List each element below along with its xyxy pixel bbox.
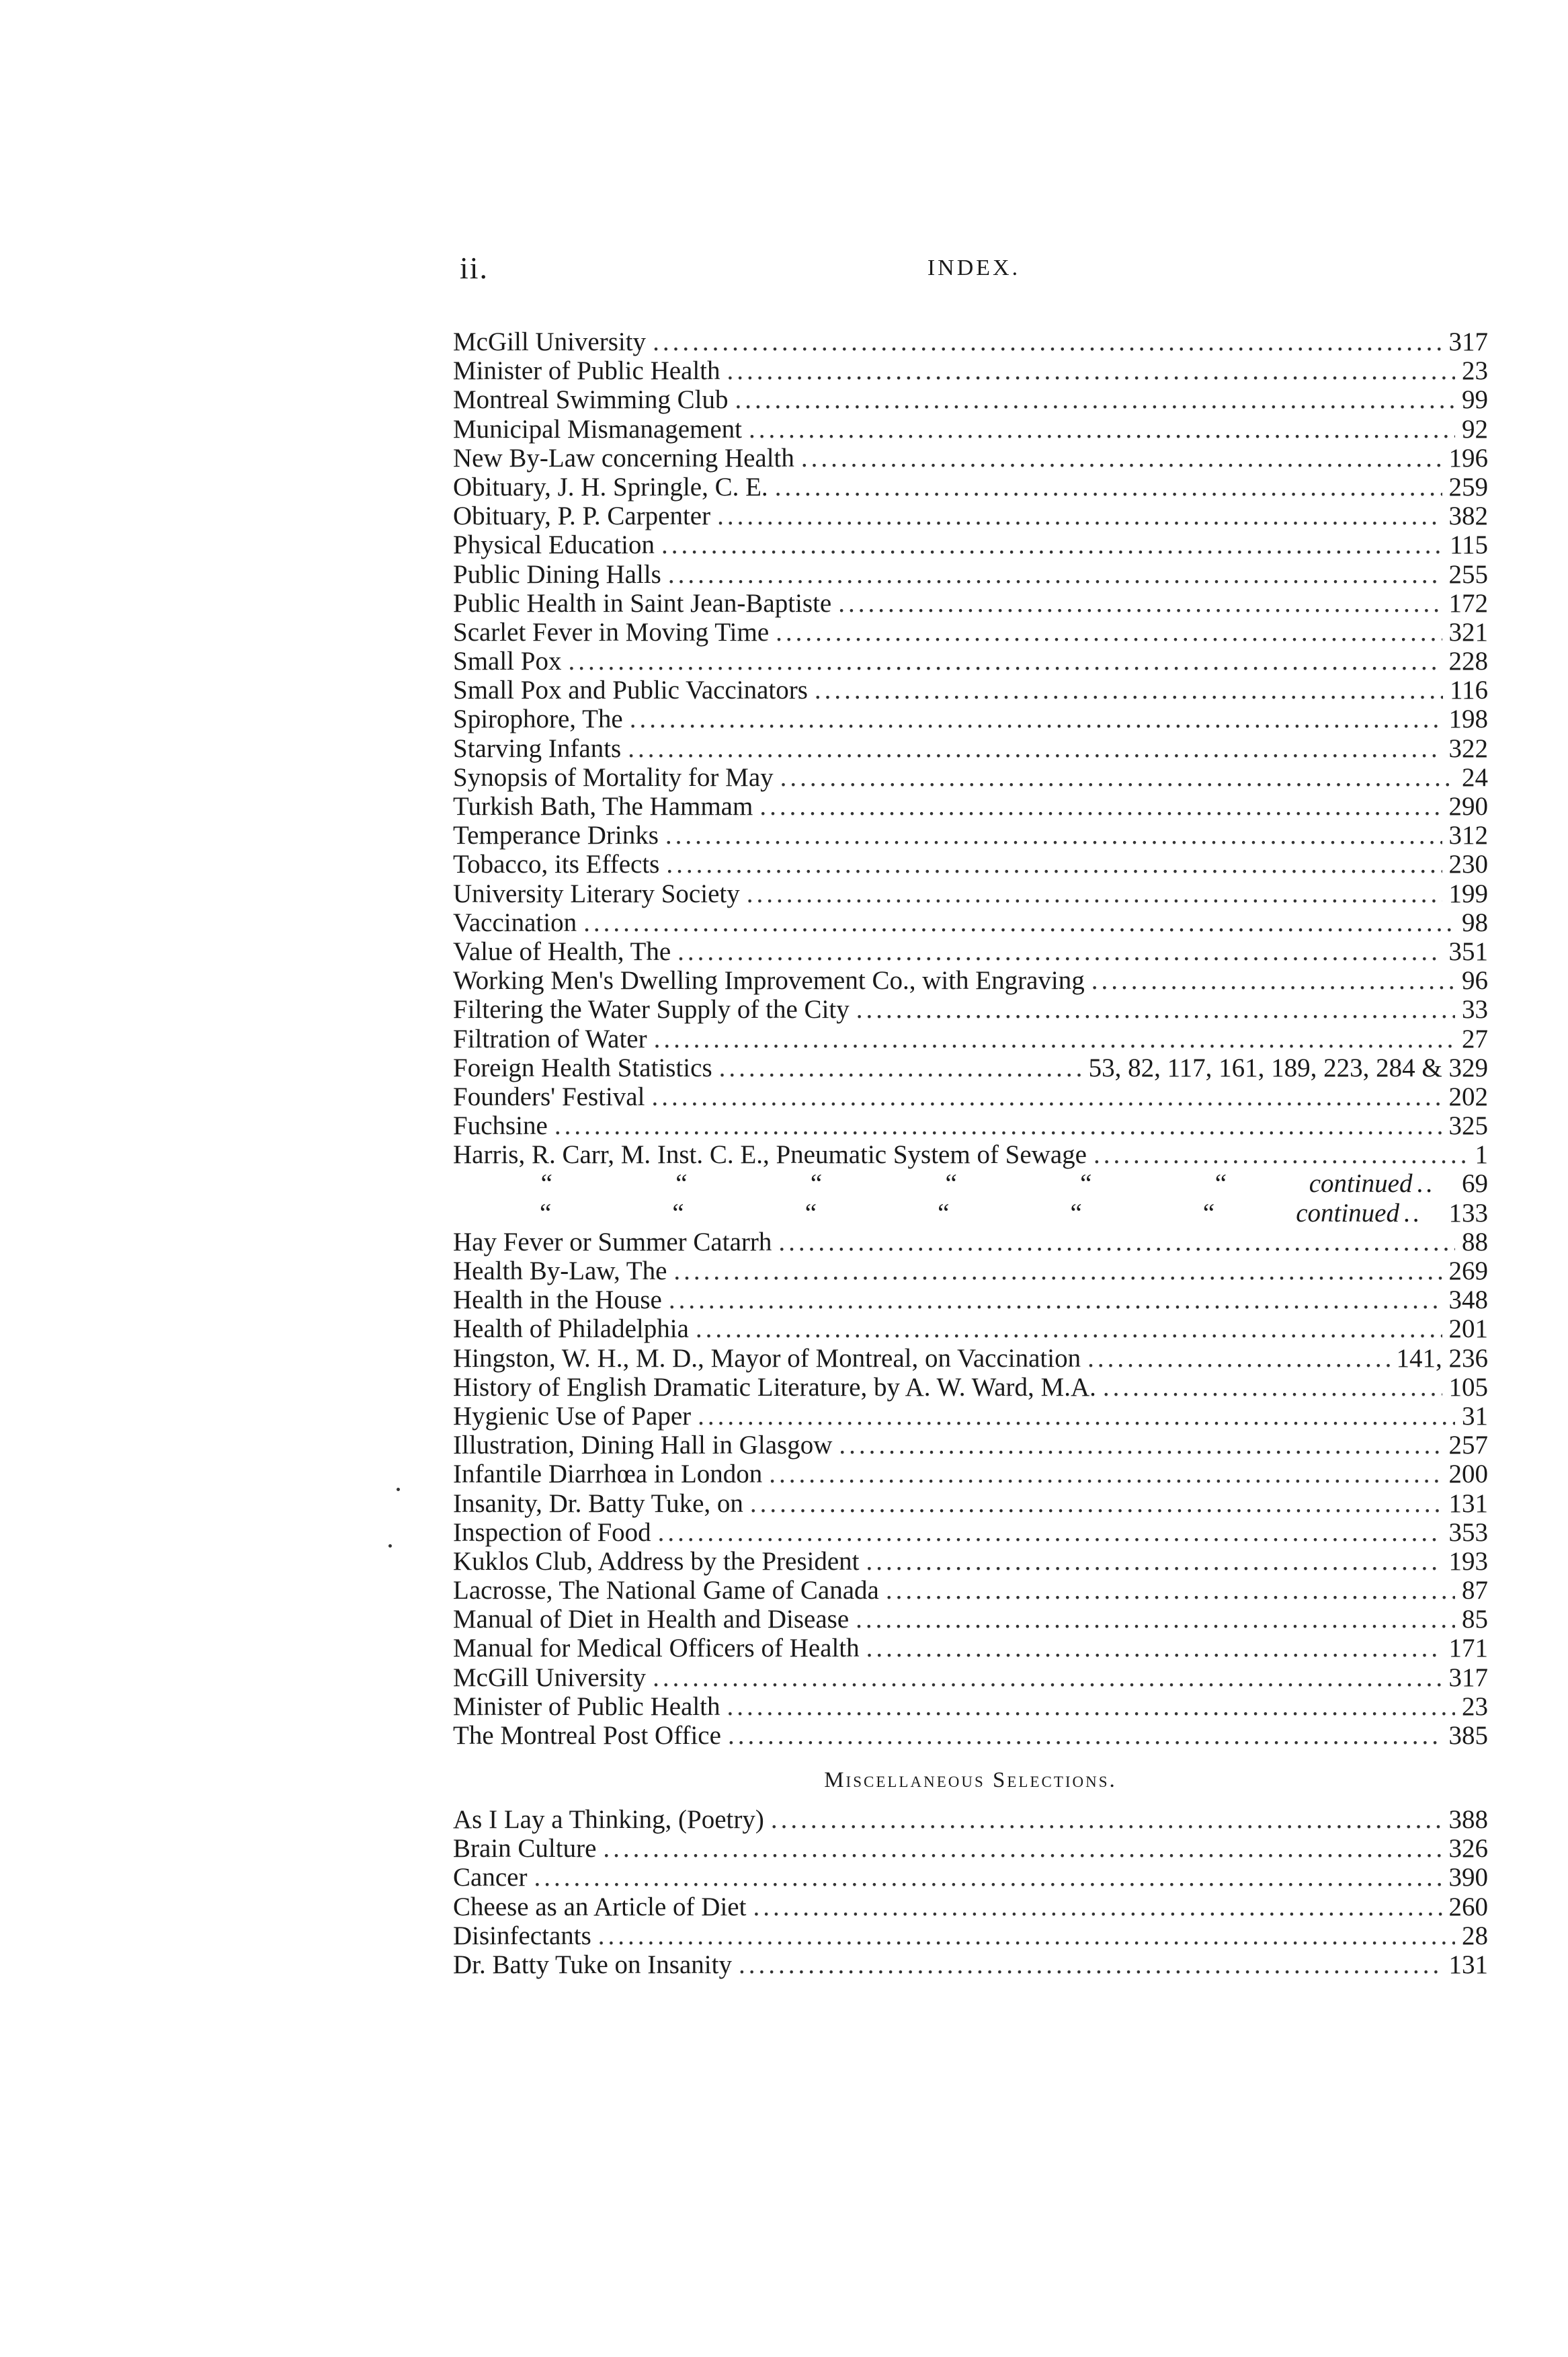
entry-title: Vaccination: [453, 908, 577, 937]
dot-leader: [727, 356, 1455, 385]
index-entry: [453, 1518, 1488, 1547]
dot-leader: [598, 1921, 1455, 1950]
entry-title: Dr. Batty Tuke on Insanity: [453, 1950, 732, 1979]
index-entry: [453, 879, 1488, 908]
entry-page-number: 1: [1475, 1140, 1488, 1170]
ditto-mark: “: [672, 1198, 686, 1228]
entry-page-number: 23: [1462, 1691, 1488, 1721]
entry-page-number: 348: [1448, 1285, 1488, 1315]
entry-page-number: 230: [1448, 850, 1488, 879]
misc-entry-list: [453, 1805, 1488, 1979]
index-entry: [453, 995, 1488, 1024]
ditto-marks: [453, 1199, 1296, 1228]
entry-page-number: 28: [1462, 1921, 1488, 1950]
continued-label: continued: [1296, 1198, 1399, 1228]
entry-title: Brain Culture: [453, 1834, 597, 1864]
entry-title: Hay Fever or Summer Catarrh: [453, 1227, 772, 1256]
dot-leader: [673, 1256, 1442, 1285]
index-entry: [453, 908, 1488, 937]
entry-page-number: 172: [1448, 588, 1488, 618]
index-entry: [453, 444, 1488, 473]
entry-page-number: 312: [1448, 821, 1488, 850]
dot-leader: [661, 530, 1443, 559]
index-entry: [453, 1663, 1488, 1692]
entry-page-number: 98: [1462, 908, 1488, 937]
entry-title: Obituary, J. H. Springle, C. E.: [453, 472, 768, 502]
entry-title: Physical Education: [453, 530, 655, 560]
dot-leader: [780, 763, 1455, 792]
index-entry: [453, 1344, 1488, 1373]
entry-page-number: 260: [1448, 1892, 1488, 1921]
dot-leader: [583, 908, 1455, 937]
dot-leader: [735, 385, 1456, 414]
dot-leader: [866, 1634, 1442, 1663]
entry-page-number: 202: [1448, 1082, 1488, 1111]
dot-leader: [769, 1460, 1442, 1488]
dot-leader: [728, 1721, 1442, 1750]
entry-page-number: 24: [1462, 762, 1488, 792]
index-entry: [453, 1921, 1488, 1950]
entry-page-number: 115: [1449, 530, 1488, 560]
index-entry: [453, 705, 1488, 733]
index-entry: [453, 1228, 1488, 1256]
entry-page-number: 388: [1448, 1805, 1488, 1834]
dot-leader: [653, 1663, 1442, 1692]
ditto-mark: “: [810, 1169, 824, 1199]
entry-title: Hingston, W. H., M. D., Mayor of Montreal, on Vaccination: [453, 1343, 1081, 1373]
ditto-mark: “: [540, 1198, 553, 1228]
dot-leader: [886, 1576, 1455, 1605]
ditto-mark: “: [1202, 1198, 1216, 1228]
entry-title: University Literary Society: [453, 879, 740, 908]
entry-page-number: 322: [1448, 733, 1488, 763]
dot-leader: [778, 1228, 1455, 1256]
dot-leader: [666, 850, 1442, 879]
index-entry: [453, 676, 1488, 705]
section-heading: Miscellaneous Selections.: [824, 1768, 1117, 1792]
index-entry: [453, 385, 1488, 414]
entry-page-number: 131: [1448, 1488, 1488, 1518]
entry-title: Municipal Mismanagement: [453, 414, 742, 444]
entry-page-number: 228: [1448, 647, 1488, 676]
dot-leader: [653, 327, 1442, 356]
index-entry: [453, 1805, 1488, 1834]
entry-title: Infantile Diarrhœa in London: [453, 1460, 763, 1489]
dot-leader: [1087, 1344, 1389, 1373]
entry-page-number: 269: [1448, 1256, 1488, 1285]
entry-page-number: 87: [1462, 1576, 1488, 1605]
entry-page-number: 326: [1448, 1834, 1488, 1864]
dot-leader: [727, 1692, 1455, 1721]
dot-leader: [749, 415, 1455, 444]
index-entry: [453, 966, 1488, 995]
entry-page-number: 196: [1448, 443, 1488, 473]
dot-leader: ..: [1403, 1198, 1422, 1228]
entry-title: Public Health in Saint Jean-Baptiste: [453, 588, 832, 618]
dot-leader: [856, 1605, 1455, 1634]
ditto-mark: “: [1214, 1169, 1228, 1199]
index-entry: [453, 560, 1488, 589]
dot-leader: [554, 1111, 1442, 1140]
stray-ink-mark: [397, 1488, 400, 1491]
dot-leader: [776, 618, 1442, 647]
entry-title: New By-Law concerning Health: [453, 443, 794, 473]
entry-page-number: 96: [1462, 966, 1488, 996]
dot-leader: [568, 647, 1442, 676]
dot-leader: [838, 589, 1442, 618]
entry-page-number: 69: [1462, 1169, 1488, 1199]
entry-page-number: 171: [1448, 1634, 1488, 1663]
entry-title: Temperance Drinks: [453, 821, 659, 850]
entry-title: Founders' Festival: [453, 1082, 645, 1111]
dot-leader: [717, 502, 1442, 530]
ditto-mark: “: [1080, 1169, 1094, 1199]
entry-title: Tobacco, its Effects: [453, 850, 660, 879]
index-entry: [453, 1489, 1488, 1518]
index-entry: [453, 1285, 1488, 1314]
entry-page-number: 257: [1448, 1431, 1488, 1460]
index-entry: [453, 1025, 1488, 1053]
entry-title: Spirophore, The: [453, 705, 623, 734]
dot-leader: [856, 995, 1455, 1024]
index-entry: [453, 937, 1488, 966]
entry-page-number: 390: [1448, 1863, 1488, 1892]
index-entry: [453, 850, 1488, 879]
entry-page-number: 131: [1448, 1950, 1488, 1979]
index-entry: [453, 1605, 1488, 1634]
entry-page-number: 105: [1448, 1372, 1488, 1402]
dot-leader: [739, 1950, 1442, 1979]
entry-title: Turkish Bath, The Hammam: [453, 792, 753, 821]
index-entry: [453, 327, 1488, 356]
entry-title: Obituary, P. P. Carpenter: [453, 502, 711, 531]
ditto-mark: “: [675, 1169, 689, 1199]
index-entry: [453, 1460, 1488, 1488]
dot-leader: [665, 821, 1442, 850]
dot-leader: [866, 1547, 1442, 1576]
entry-title: Starving Infants: [453, 733, 622, 763]
ditto-marks: [453, 1169, 1309, 1198]
index-entry: [453, 1721, 1488, 1750]
index-entry: [453, 1950, 1488, 1979]
dot-leader: [651, 1082, 1442, 1111]
ditto-mark: “: [804, 1198, 819, 1228]
entry-title: Fuchsine: [453, 1111, 548, 1141]
entry-title: The Montreal Post Office: [453, 1721, 721, 1750]
index-entry: [453, 821, 1488, 850]
ditto-mark: “: [938, 1198, 951, 1228]
entry-title: Scarlet Fever in Moving Time: [453, 617, 770, 647]
entry-page-number: 255: [1448, 559, 1488, 589]
dot-leader: [603, 1834, 1442, 1863]
entry-page-number: 92: [1462, 414, 1488, 444]
page-header: [460, 250, 1488, 297]
entry-page-number: 193: [1448, 1546, 1488, 1576]
dot-leader: [771, 1805, 1442, 1834]
entry-title: Inspection of Food: [453, 1517, 651, 1547]
dot-leader: [747, 879, 1442, 908]
index-entry-continued: [453, 1169, 1488, 1198]
index-entry: [453, 1547, 1488, 1576]
entry-title: Health of Philadelphia: [453, 1314, 689, 1344]
entry-title: Cheese as an Article of Diet: [453, 1892, 747, 1921]
entry-page-number: 385: [1448, 1721, 1488, 1750]
index-entry: [453, 1576, 1488, 1605]
entry-page-number: 317: [1448, 1663, 1488, 1692]
entry-title: Illustration, Dining Hall in Glasgow: [453, 1431, 833, 1460]
entry-title: Lacrosse, The National Game of Canada: [453, 1576, 879, 1605]
entry-page-number: 198: [1448, 705, 1488, 734]
dot-leader: [759, 792, 1442, 821]
entry-page-number: 85: [1462, 1605, 1488, 1634]
entry-title: Minister of Public Health: [453, 1691, 720, 1721]
entry-title: Harris, R. Carr, M. Inst. C. E., Pneumatic System of Sewage: [453, 1140, 1087, 1170]
entry-page-number: 88: [1462, 1227, 1488, 1256]
entry-title: Kuklos Club, Address by the President: [453, 1546, 860, 1576]
index-entry: [453, 763, 1488, 792]
entry-page-number: 133: [1448, 1198, 1488, 1228]
dot-leader: [658, 1518, 1442, 1547]
index-entry: [453, 1373, 1488, 1402]
index-entry: [453, 1863, 1488, 1892]
index-entry: [453, 530, 1488, 559]
entry-page-number: 116: [1449, 676, 1488, 705]
entry-title: McGill University: [453, 1663, 647, 1692]
entry-title: Health By-Law, The: [453, 1256, 667, 1285]
dot-leader: [698, 1402, 1455, 1431]
index-entry: [453, 1431, 1488, 1460]
dot-leader: [1094, 1140, 1469, 1169]
stray-ink-mark: [388, 1544, 392, 1548]
index-entry: [453, 1053, 1488, 1082]
entry-page-number: 31: [1462, 1401, 1488, 1431]
index-entry: [453, 792, 1488, 821]
index-entry: [453, 1111, 1488, 1140]
dot-leader: [630, 705, 1442, 733]
index-entry: [453, 1692, 1488, 1721]
dot-leader: [628, 734, 1442, 763]
entry-title: Small Pox: [453, 647, 562, 676]
entry-title: Value of Health, The: [453, 936, 671, 966]
entry-title: Small Pox and Public Vaccinators: [453, 676, 808, 705]
entry-title: History of English Dramatic Literature, by A. W. Ward, M.A.: [453, 1372, 1096, 1402]
entry-page-number: 33: [1462, 995, 1488, 1025]
dot-leader: [801, 444, 1442, 473]
dot-leader: [815, 676, 1443, 705]
dot-leader: [668, 560, 1442, 589]
entry-page-number: 141, 236: [1396, 1343, 1488, 1373]
entry-title: Disinfectants: [453, 1921, 591, 1950]
page-number: ii.: [460, 251, 489, 285]
dot-leader: [1103, 1373, 1442, 1402]
entry-page-number: 200: [1448, 1460, 1488, 1489]
index-entry: [453, 1634, 1488, 1663]
entry-title: McGill University: [453, 327, 647, 356]
ditto-mark: “: [540, 1169, 554, 1199]
entry-page-number: 290: [1448, 792, 1488, 821]
entry-page-number: 321: [1448, 617, 1488, 647]
index-entry-continued: [453, 1199, 1488, 1228]
index-entry: [453, 1256, 1488, 1285]
dot-leader: [753, 1892, 1442, 1921]
index-entry: [453, 1402, 1488, 1431]
index-entry: [453, 473, 1488, 502]
entry-page-number: 201: [1448, 1314, 1488, 1344]
dot-leader: [669, 1285, 1442, 1314]
index-entry: [453, 356, 1488, 385]
entry-title: Insanity, Dr. Batty Tuke, on: [453, 1488, 743, 1518]
entry-page-number: 53, 82, 117, 161, 189, 223, 284 & 329: [1088, 1053, 1488, 1082]
entry-title: Manual of Diet in Health and Disease: [453, 1605, 850, 1634]
index-entry: [453, 589, 1488, 618]
entry-title: Health in the House: [453, 1285, 662, 1315]
index-entry: [453, 1314, 1488, 1343]
dot-leader: ..: [1416, 1169, 1435, 1199]
dot-leader: [534, 1863, 1442, 1892]
index-entry: [453, 1140, 1488, 1169]
index-entry: [453, 415, 1488, 444]
ditto-mark: “: [1070, 1198, 1083, 1228]
dot-leader: [696, 1314, 1442, 1343]
dot-leader: [654, 1025, 1455, 1053]
entry-page-number: 382: [1448, 502, 1488, 531]
entry-title: Hygienic Use of Paper: [453, 1401, 692, 1431]
index-entry: [453, 1082, 1488, 1111]
entry-page-number: 351: [1448, 936, 1488, 966]
entry-title: Foreign Health Statistics: [453, 1053, 712, 1082]
entry-page-number: 23: [1462, 356, 1488, 386]
index-entry: [453, 734, 1488, 763]
entry-title: Montreal Swimming Club: [453, 385, 729, 415]
dot-leader: [750, 1489, 1442, 1518]
dot-leader: [1091, 966, 1455, 995]
entry-page-number: 259: [1448, 472, 1488, 502]
entry-title: Cancer: [453, 1863, 528, 1892]
dot-leader: [719, 1053, 1082, 1082]
entry-page-number: 317: [1448, 327, 1488, 356]
entry-title: Filtration of Water: [453, 1024, 647, 1053]
index-entry-list: [453, 327, 1488, 1750]
entry-page-number: 199: [1448, 879, 1488, 908]
running-head: INDEX.: [927, 255, 1021, 280]
entry-title: Working Men's Dwelling Improvement Co., with Engraving: [453, 966, 1085, 996]
entry-page-number: 353: [1448, 1517, 1488, 1547]
entry-title: Filtering the Water Supply of the City: [453, 995, 850, 1025]
entry-page-number: 27: [1462, 1024, 1488, 1053]
entry-page-number: 99: [1462, 385, 1488, 415]
index-entry: [453, 618, 1488, 647]
entry-title: Public Dining Halls: [453, 559, 661, 589]
dot-leader: [677, 937, 1442, 966]
index-entry: [453, 1834, 1488, 1863]
entry-title: Manual for Medical Officers of Health: [453, 1634, 860, 1663]
entry-title: Synopsis of Mortality for May: [453, 762, 774, 792]
entry-title: Minister of Public Health: [453, 356, 720, 386]
entry-title: As I Lay a Thinking, (Poetry): [453, 1805, 764, 1834]
index-entry: [453, 647, 1488, 676]
index-entry: [453, 1892, 1488, 1921]
dot-leader: [775, 473, 1442, 502]
dot-leader: [839, 1431, 1442, 1460]
entry-page-number: 325: [1448, 1111, 1488, 1141]
ditto-mark: “: [945, 1169, 958, 1199]
index-entry: [453, 502, 1488, 530]
continued-label: continued: [1309, 1169, 1413, 1199]
